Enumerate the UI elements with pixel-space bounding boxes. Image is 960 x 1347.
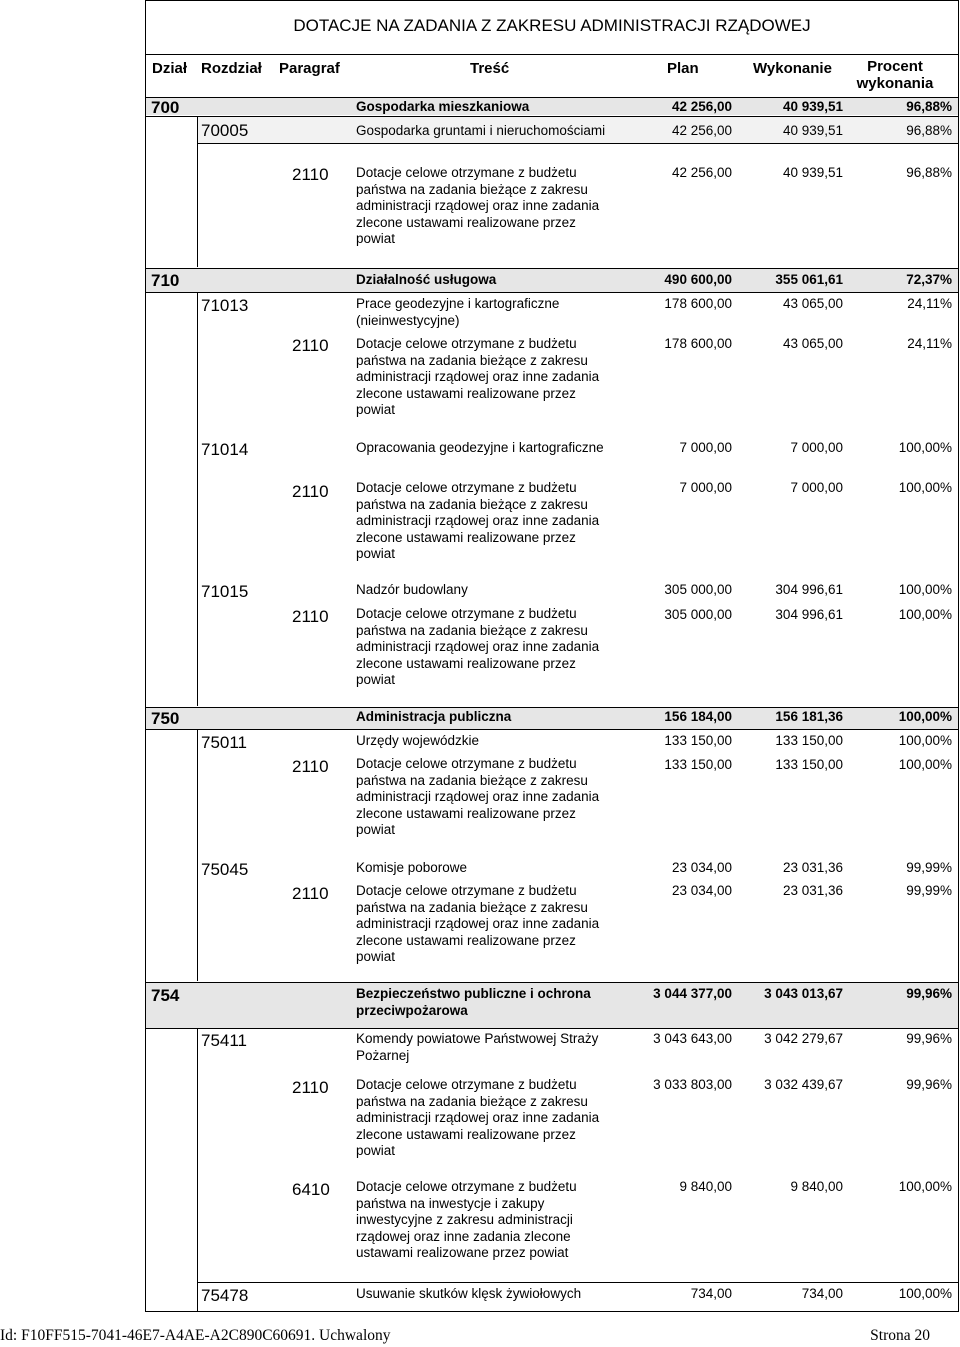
procent-value: 72,37% — [906, 272, 952, 287]
desc-line: administracji rządowej oraz inne zadania — [356, 916, 600, 932]
rozdzial-code: 71014 — [201, 440, 249, 459]
procent-value: 24,11% — [907, 336, 952, 351]
plan-value: 133 150,00 — [664, 757, 732, 772]
plan-value: 178 600,00 — [664, 296, 732, 311]
paragraf-code: 2110 — [292, 1078, 329, 1097]
desc-line: administracji rządowej oraz inne zadania — [356, 639, 600, 655]
rozdzial-label — [356, 1031, 598, 1064]
rozdzial-code: 75478 — [201, 1286, 249, 1305]
row-divider — [146, 982, 958, 983]
header-paragraf: Paragraf — [279, 60, 340, 77]
label-line: Pożarnej — [356, 1047, 410, 1063]
wykonanie-value: 9 840,00 — [790, 1179, 843, 1194]
rozdzial-label — [356, 296, 559, 329]
indent-line — [197, 730, 198, 981]
wykonanie-value: 3 032 439,67 — [764, 1077, 843, 1092]
header-rozdzial: Rozdział — [201, 60, 262, 77]
rozdzial-code: 71013 — [201, 296, 249, 315]
indent-line — [197, 293, 198, 706]
desc-line: powiat — [356, 949, 396, 965]
procent-value: 100,00% — [898, 733, 952, 748]
desc-line: ustawami realizowane przez powiat — [356, 1245, 569, 1261]
wykonanie-value: 133 150,00 — [775, 757, 843, 772]
dzial-label: Działalność usługowa — [356, 272, 497, 287]
desc-line: Dotacje celowe otrzymane z budżetu — [356, 165, 577, 180]
paragraf-code: 2110 — [292, 607, 329, 626]
procent-value: 100,00% — [898, 582, 952, 597]
wykonanie-value: 7 000,00 — [790, 440, 843, 455]
row-divider — [146, 729, 958, 730]
procent-value: 100,00% — [898, 480, 952, 495]
indent-line — [197, 1029, 198, 1312]
row-divider — [146, 1028, 958, 1029]
footer-document-id: Id: F10FF515-7041-46E7-A4AE-A2C890C60691. Uchwalony — [0, 1327, 391, 1344]
wykonanie-value: 43 065,00 — [782, 336, 843, 351]
header-tresc: Treść — [470, 60, 510, 77]
plan-value: 734,00 — [690, 1286, 732, 1301]
rozdzial-label: Gospodarka gruntami i nieruchomościami — [356, 123, 606, 138]
row-divider — [146, 292, 958, 293]
desc-line: powiat — [356, 402, 396, 418]
desc-line: zlecone ustawami realizowane przez — [356, 655, 576, 671]
paragraf-description — [356, 480, 599, 563]
plan-value: 305 000,00 — [664, 582, 732, 597]
paragraf-description — [356, 336, 599, 419]
plan-value: 42 256,00 — [671, 165, 732, 180]
row-divider — [146, 97, 958, 98]
rozdzial-code: 71015 — [201, 582, 249, 601]
wykonanie-value: 304 996,61 — [775, 607, 843, 622]
rozdzial-code: 75411 — [201, 1031, 248, 1050]
desc-line: Dotacje celowe otrzymane z budżetu — [356, 883, 577, 898]
label-line: Prace geodezyjne i kartograficzne — [356, 296, 560, 311]
rozdzial-label: Urzędy wojewódzkie — [356, 733, 480, 748]
desc-line: państwa na zadania bieżące z zakresu — [356, 352, 588, 368]
indent-line — [197, 117, 198, 267]
row-divider — [146, 707, 958, 708]
rozdzial-label: Usuwanie skutków klęsk żywiołowych — [356, 1286, 582, 1301]
title-box — [146, 0, 958, 55]
procent-value: 99,99% — [906, 883, 952, 898]
desc-line: zlecone ustawami realizowane przez — [356, 1126, 576, 1142]
desc-line: rządowej oraz inne zadania zlecone — [356, 1228, 571, 1244]
procent-value: 96,88% — [906, 99, 952, 114]
paragraf-description — [356, 1179, 577, 1262]
paragraf-code: 2110 — [292, 336, 329, 355]
row-divider — [197, 1282, 958, 1283]
label-line: Komendy powiatowe Państwowej Straży — [356, 1031, 599, 1046]
desc-line: administracji rządowej oraz inne zadania — [356, 513, 600, 529]
desc-line: Dotacje celowe otrzymane z budżetu — [356, 1179, 577, 1194]
wykonanie-value: 3 042 279,67 — [764, 1031, 843, 1046]
procent-value: 99,96% — [906, 1031, 952, 1046]
paragraf-code: 2110 — [292, 482, 329, 501]
wykonanie-value: 133 150,00 — [775, 733, 843, 748]
desc-line: państwa na zadania bieżące z zakresu — [356, 181, 588, 197]
procent-value: 96,88% — [906, 165, 952, 180]
desc-line: powiat — [356, 1143, 396, 1159]
desc-line: zlecone ustawami realizowane przez — [356, 529, 576, 545]
procent-value: 99,96% — [906, 1077, 952, 1092]
document-title: DOTACJE NA ZADANIA Z ZAKRESU ADMINISTRACJI RZĄDOWEJ — [293, 16, 811, 35]
desc-line: powiat — [356, 546, 396, 562]
rozdzial-code: 70005 — [201, 121, 249, 140]
procent-value: 100,00% — [898, 607, 952, 622]
paragraf-code: 2110 — [292, 884, 329, 903]
dzial-label: Administracja publiczna — [356, 709, 512, 724]
header-dzial: Dział — [152, 60, 188, 77]
wykonanie-value: 23 031,36 — [782, 860, 843, 875]
plan-value: 23 034,00 — [671, 860, 732, 875]
desc-line: Dotacje celowe otrzymane z budżetu — [356, 1077, 577, 1092]
row-divider — [146, 268, 958, 269]
procent-value: 24,11% — [907, 296, 952, 311]
desc-line: administracji rządowej oraz inne zadania — [356, 198, 600, 214]
wykonanie-value: 7 000,00 — [790, 480, 843, 495]
rozdzial-label: Opracowania geodezyjne i kartograficzne — [356, 440, 604, 455]
desc-line: inwestycyjne z zakresu administracji — [356, 1212, 573, 1228]
wykonanie-value: 734,00 — [801, 1286, 843, 1301]
wykonanie-value: 43 065,00 — [782, 296, 843, 311]
plan-value: 23 034,00 — [671, 883, 732, 898]
desc-line: powiat — [356, 822, 396, 838]
plan-value: 3 043 643,00 — [653, 1031, 732, 1046]
wykonanie-value: 355 061,61 — [775, 272, 843, 287]
paragraf-description — [356, 1077, 599, 1160]
procent-value: 99,99% — [906, 860, 952, 875]
rozdzial-label: Nadzór budowlany — [356, 582, 468, 597]
desc-line: administracji rządowej oraz inne zadania — [356, 789, 600, 805]
wykonanie-value: 40 939,51 — [782, 165, 843, 180]
procent-value: 96,88% — [906, 123, 952, 138]
header-procent-line1: Procent — [867, 58, 923, 75]
desc-line: powiat — [356, 672, 396, 688]
wykonanie-value: 304 996,61 — [775, 582, 843, 597]
label-line: przeciwpożarowa — [356, 1002, 468, 1018]
wykonanie-value: 40 939,51 — [782, 123, 843, 138]
row-divider — [197, 143, 958, 144]
paragraf-description — [356, 165, 599, 248]
header-wykonanie: Wykonanie — [753, 60, 832, 77]
plan-value: 3 033 803,00 — [653, 1077, 732, 1092]
wykonanie-value: 23 031,36 — [782, 883, 843, 898]
desc-line: państwa na zadania bieżące z zakresu — [356, 772, 588, 788]
procent-value: 100,00% — [898, 757, 952, 772]
footer-page-number: Strona 20 — [870, 1327, 930, 1344]
desc-line: zlecone ustawami realizowane przez — [356, 385, 576, 401]
paragraf-code: 6410 — [292, 1180, 330, 1199]
desc-line: zlecone ustawami realizowane przez — [356, 214, 576, 230]
label-line: (nieinwestycyjne) — [356, 312, 460, 328]
dzial-code: 710 — [151, 271, 180, 290]
plan-value: 3 044 377,00 — [653, 986, 732, 1001]
procent-value: 99,96% — [906, 986, 952, 1001]
paragraf-code: 2110 — [292, 757, 329, 776]
dzial-code: 754 — [151, 986, 180, 1005]
desc-line: zlecone ustawami realizowane przez — [356, 932, 576, 948]
desc-line: Dotacje celowe otrzymane z budżetu — [356, 606, 577, 621]
desc-line: administracji rządowej oraz inne zadania — [356, 1110, 600, 1126]
rozdzial-code: 75011 — [201, 733, 248, 752]
header-procent-line2: wykonania — [856, 75, 934, 92]
plan-value: 156 184,00 — [664, 709, 732, 724]
procent-value: 100,00% — [898, 709, 952, 724]
plan-value: 7 000,00 — [679, 480, 732, 495]
desc-line: państwa na zadania bieżące z zakresu — [356, 899, 588, 915]
dzial-label: Gospodarka mieszkaniowa — [356, 99, 530, 114]
wykonanie-value: 3 043 013,67 — [764, 986, 843, 1001]
paragraf-description — [356, 606, 599, 689]
plan-value: 305 000,00 — [664, 607, 732, 622]
label-line: Bezpieczeństwo publiczne i ochrona — [356, 986, 591, 1001]
desc-line: państwa na zadania bieżące z zakresu — [356, 496, 588, 512]
procent-value: 100,00% — [898, 1179, 952, 1194]
paragraf-description — [356, 756, 599, 839]
dzial-code: 750 — [151, 709, 180, 728]
desc-line: państwa na zadania bieżące z zakresu — [356, 1093, 588, 1109]
header-plan: Plan — [667, 60, 699, 77]
procent-value: 100,00% — [898, 1286, 952, 1301]
desc-line: powiat — [356, 231, 396, 247]
plan-value: 9 840,00 — [679, 1179, 732, 1194]
desc-line: państwa na zadania bieżące z zakresu — [356, 622, 588, 638]
paragraf-description — [356, 883, 599, 966]
rozdzial-label: Komisje poborowe — [356, 860, 468, 875]
paragraf-code: 2110 — [292, 165, 329, 184]
desc-line: państwa na inwestycje i zakupy — [356, 1195, 545, 1211]
plan-value: 490 600,00 — [664, 272, 732, 287]
wykonanie-value: 40 939,51 — [782, 99, 843, 114]
desc-line: administracji rządowej oraz inne zadania — [356, 369, 600, 385]
plan-value: 42 256,00 — [671, 123, 732, 138]
desc-line: Dotacje celowe otrzymane z budżetu — [356, 336, 577, 351]
rozdzial-code: 75045 — [201, 860, 249, 879]
plan-value: 133 150,00 — [664, 733, 732, 748]
procent-value: 100,00% — [898, 440, 952, 455]
plan-value: 7 000,00 — [679, 440, 732, 455]
desc-line: zlecone ustawami realizowane przez — [356, 805, 576, 821]
plan-value: 42 256,00 — [671, 99, 732, 114]
desc-line: Dotacje celowe otrzymane z budżetu — [356, 480, 577, 495]
wykonanie-value: 156 181,36 — [775, 709, 843, 724]
plan-value: 178 600,00 — [664, 336, 732, 351]
desc-line: Dotacje celowe otrzymane z budżetu — [356, 756, 577, 771]
header-procent — [833, 58, 957, 92]
dzial-label — [356, 986, 591, 1019]
dzial-code: 700 — [151, 98, 180, 117]
